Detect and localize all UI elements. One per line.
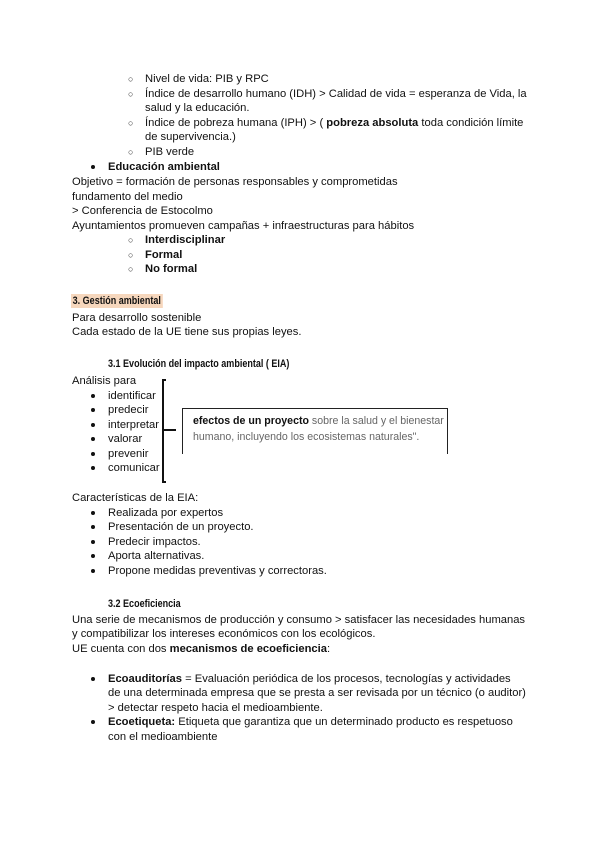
edu-title: Educación ambiental (108, 161, 220, 173)
eia-characteristic: Presentación de un proyecto. (108, 521, 254, 533)
bullet-icon (91, 423, 95, 427)
gestion-line-1: Para desarrollo sostenible (72, 312, 202, 324)
circle-bullet-icon: ○ (128, 74, 134, 84)
eia-verb: interpretar (108, 419, 159, 431)
edu-objective: Objetivo = formación de personas responsables y comprometidas (72, 176, 398, 188)
eco-label: Ecoetiqueta: Etiqueta que garantiza que un determinado producto es respetuoso (108, 716, 513, 728)
bullet-icon (91, 554, 95, 558)
eia-char-label: Características de la EIA: (72, 492, 199, 504)
eco-audit-cont-1: de una determinada empresa que se presta a ser revisada por un técnico (o auditor) (108, 687, 526, 699)
bullet-icon (91, 720, 95, 724)
edu-type-interdisciplinar: Interdisciplinar (145, 234, 226, 246)
section-heading-eco: 3.2 Ecoeficiencia (108, 598, 181, 610)
eia-analysis-label: Análisis para (72, 375, 137, 387)
circle-bullet-icon: ○ (128, 264, 134, 274)
edu-stockholm: > Conferencia de Estocolmo (72, 205, 213, 217)
eia-verb: prevenir (108, 448, 149, 460)
eia-characteristic: Propone medidas preventivas y correctoras. (108, 565, 327, 577)
eia-definition-box (182, 408, 448, 454)
bullet-icon (91, 511, 95, 515)
eia-characteristic: Realizada por expertos (108, 507, 224, 519)
eco-audit: Ecoauditorías = Evaluación periódica de los procesos, tecnologías y actividades (108, 673, 511, 685)
section-heading-eia: 3.1 Evolución del impacto ambiental ( EIA) (108, 358, 290, 370)
eco-line-1: Una serie de mecanismos de producción y consumo > satisfacer las necesidades humanas (72, 614, 526, 626)
indicator-idh: Índice de desarrollo humano (IDH) > Calidad de vida = esperanza de Vida, la (145, 88, 527, 100)
indicator-idh-cont: salud y la educación. (145, 102, 250, 114)
indicator-iph-cont: de supervivencia.) (145, 131, 236, 143)
eco-audit-cont-2: > detectar respeto hacia el medioambiente. (108, 702, 323, 714)
indicator-nivel-vida: Nivel de vida: PIB y RPC (145, 73, 269, 85)
bullet-icon (91, 437, 95, 441)
gestion-line-2: Cada estado de la UE tiene sus propias leyes. (72, 326, 302, 338)
bullet-icon (91, 466, 95, 470)
bullet-icon (91, 408, 95, 412)
bracket-tick (164, 429, 176, 431)
edu-foundation: fundamento del medio (72, 191, 183, 203)
indicator-iph: Índice de pobreza humana (IPH) > ( pobreza absoluta toda condición límite (145, 117, 524, 129)
eia-verb: identificar (108, 390, 156, 402)
bullet-icon (91, 677, 95, 681)
eco-line-3: UE cuenta con dos mecanismos de ecoeficiencia: (72, 643, 331, 655)
bullet-icon (91, 540, 95, 544)
bracket-divider (162, 379, 166, 483)
edu-type-no-formal: No formal (145, 263, 198, 275)
bullet-icon (91, 165, 95, 169)
circle-bullet-icon: ○ (128, 118, 134, 128)
eia-verb: predecir (108, 404, 149, 416)
circle-bullet-icon: ○ (128, 89, 134, 99)
eia-verb: comunicar (108, 462, 160, 474)
section-heading-gestion: 3. Gestión ambiental (72, 295, 161, 307)
eia-verb: valorar (108, 433, 143, 445)
bullet-icon (91, 394, 95, 398)
edu-type-formal: Formal (145, 249, 183, 261)
circle-bullet-icon: ○ (128, 250, 134, 260)
bullet-icon (91, 569, 95, 573)
eia-characteristic: Aporta alternativas. (108, 550, 205, 562)
eco-label-cont: con el medioambiente (108, 731, 218, 743)
indicator-pib-verde: PIB verde (145, 146, 195, 158)
bullet-icon (91, 525, 95, 529)
bullet-icon (91, 452, 95, 456)
eco-line-2: y compatibilizar los intereses económicos con los ecológicos. (72, 628, 376, 640)
eia-characteristic: Predecir impactos. (108, 536, 201, 548)
pobreza-absoluta-term: pobreza absoluta (326, 117, 419, 129)
circle-bullet-icon: ○ (128, 147, 134, 157)
eia-definition-line-2: humano, incluyendo los ecosistemas naturales". (193, 431, 420, 443)
edu-ayuntamientos: Ayuntamientos promueven campañas + infraestructuras para hábitos (72, 220, 415, 232)
eia-definition-line-1: efectos de un proyecto sobre la salud y el bienestar (193, 415, 444, 427)
circle-bullet-icon: ○ (128, 235, 134, 245)
